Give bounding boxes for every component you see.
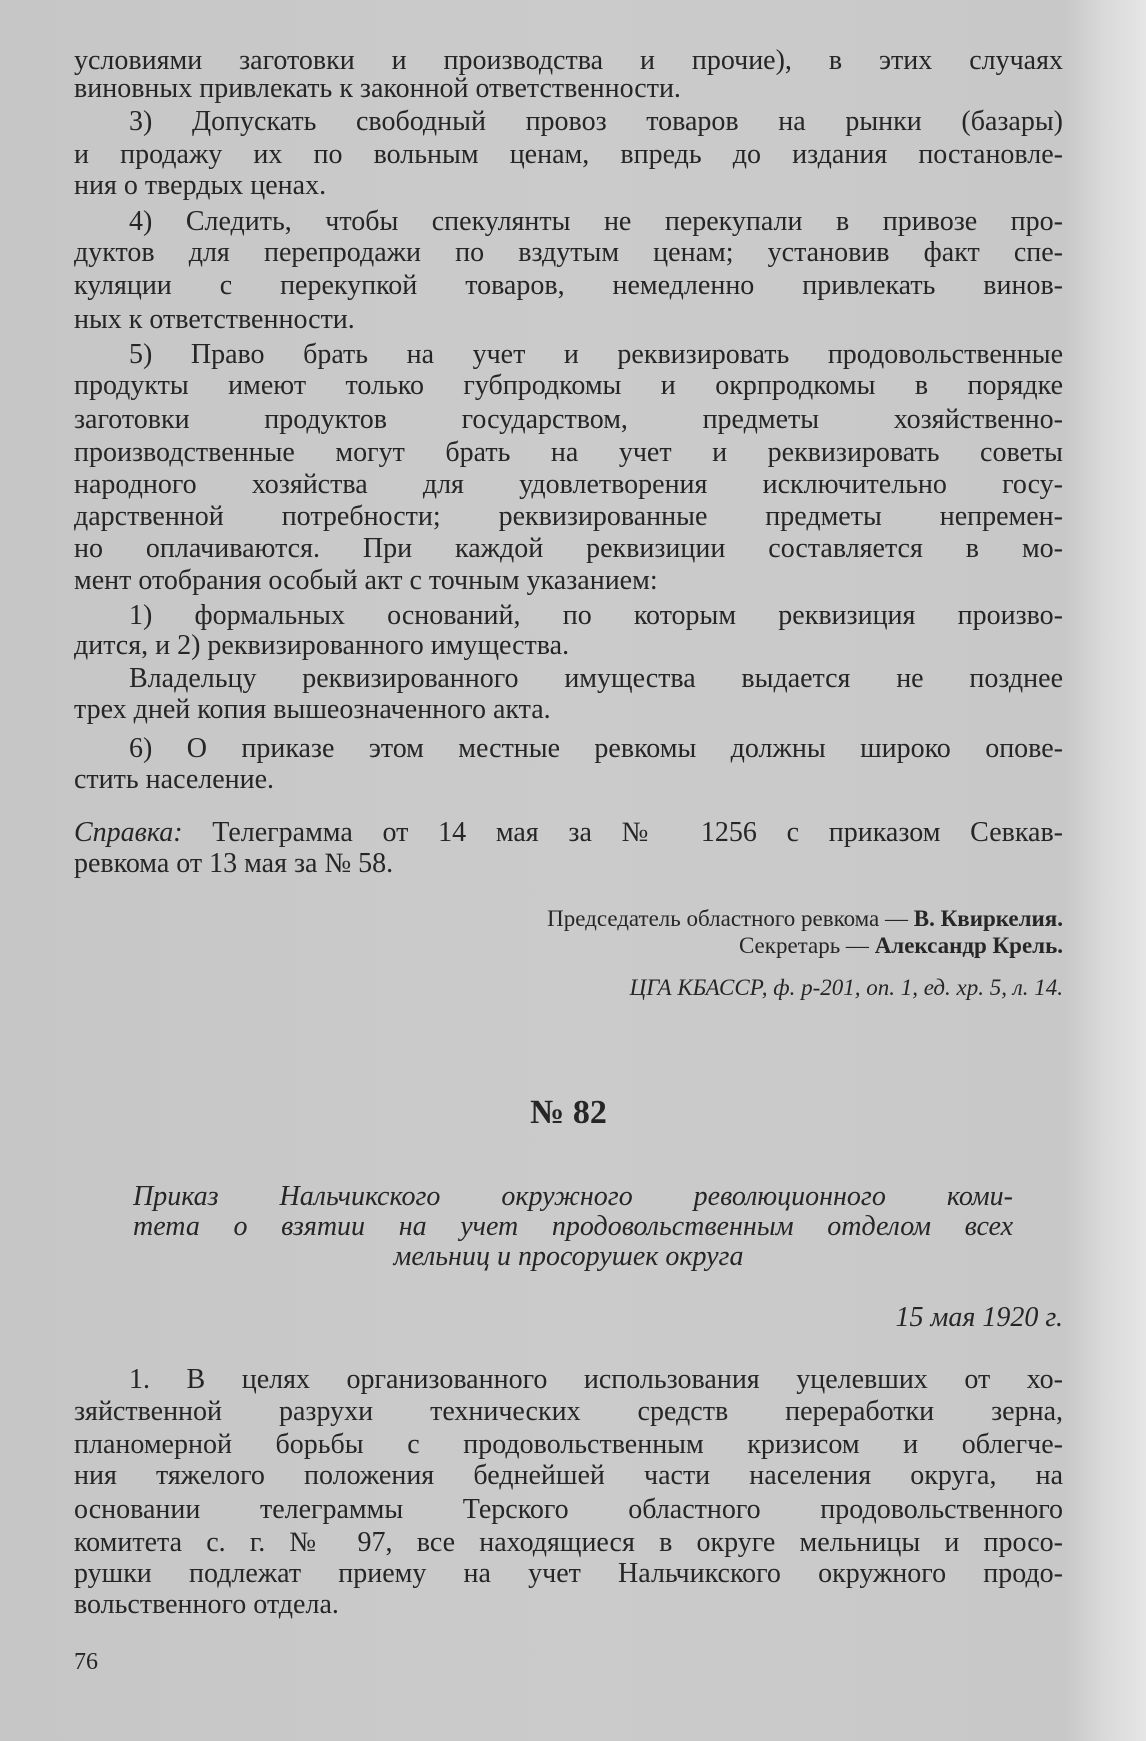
paragraph-line: ных к ответственности. — [74, 304, 355, 335]
body-line: вольственного отдела. — [74, 1589, 339, 1620]
paragraph-line: дарственной потребности; реквизированные предметы непремен- — [74, 501, 1063, 532]
paragraph-line: мент отобрания особый акт с точным указанием: — [74, 565, 658, 596]
paragraph-line: заготовки продуктов государством, предметы хозяйственно- — [74, 404, 1063, 435]
paragraph-line: продукты имеют только губпродкомы и окрпродкомы в порядке — [74, 370, 1063, 401]
body-line: рушки подлежат приему на учет Нальчикского окружного продо- — [74, 1558, 1063, 1589]
paragraph-line: Владельцу реквизированного имущества выдается не позднее — [129, 663, 1063, 694]
paragraph-line: виновных привлекать к законной ответственности. — [74, 73, 681, 104]
document-title-line: Приказ Нальчикского окружного революционного коми- — [133, 1181, 1013, 1212]
paragraph-line: производственные могут брать на учет и реквизировать советы — [74, 437, 1063, 468]
page-number: 76 — [74, 1649, 98, 1675]
body-line: ния тяжелого положения беднейшей части населения округа, на — [74, 1460, 1063, 1491]
body-line: планомерной борьбы с продовольственным кризисом и облегче- — [74, 1429, 1063, 1460]
paragraph-line: но оплачиваются. При каждой реквизиции составляется в мо- — [74, 533, 1063, 564]
paragraph-line: дится, и 2) реквизированного имущества. — [74, 630, 570, 661]
reference-line — [74, 816, 1063, 850]
document-number: № 82 — [530, 1094, 607, 1131]
paragraph-line: трех дней копия вышеозначенного акта. — [74, 694, 551, 725]
paragraph-line: 4) Следить, чтобы спекулянты не перекупали в привозе про- — [129, 206, 1063, 237]
paragraph-line: стить население. — [74, 764, 275, 795]
paragraph-line: условиями заготовки и производства и прочие), в этих случаях — [74, 45, 1063, 76]
archive-reference: ЦГА КБАССР, ф. р-201, оп. 1, ед. хр. 5, л. 14. — [629, 975, 1063, 1000]
signature-role: Секретарь — — [738, 933, 875, 958]
signature-line — [74, 929, 1063, 963]
body-line: комитета с. г. № 97, все находящиеся в округе мельницы и просо- — [74, 1527, 1063, 1558]
reference-line: ревкома от 13 мая за № 58. — [74, 848, 394, 879]
paragraph-line: 5) Право брать на учет и реквизировать продовольственные — [129, 339, 1063, 370]
document-date: 15 мая 1920 г. — [895, 1302, 1063, 1333]
paragraph-line: 1) формальных оснований, по которым реквизиция произво- — [129, 600, 1063, 631]
reference-label: Справка: — [74, 817, 183, 848]
paragraph-line: куляции с перекупкой товаров, немедленно привлекать винов- — [74, 270, 1063, 301]
body-line: 1. В целях организованного использования уцелевших от хо- — [129, 1364, 1063, 1395]
reference-text: Телеграмма от 14 мая за № 1256 с приказом Севкав- — [182, 817, 1063, 848]
paragraph-line: и продажу их по вольным ценам, впредь до издания постановле- — [74, 139, 1063, 170]
signature-name: В. Квиркелия. — [913, 906, 1063, 931]
paragraph-line: дуктов для перепродажи по вздутым ценам; установив факт спе- — [74, 237, 1063, 268]
body-line: зяйственной разрухи технических средств переработки зерна, — [74, 1396, 1063, 1427]
signature-name: Александр Крель. — [874, 933, 1063, 958]
paragraph-line: ния о твердых ценах. — [74, 170, 327, 201]
document-title-line: тета о взятии на учет продовольственным отделом всех — [133, 1211, 1013, 1242]
document-title-line: мельниц и просорушек округа — [393, 1241, 744, 1272]
body-line: основании телеграммы Терского областного продовольственного — [74, 1494, 1063, 1525]
paragraph-line: 3) Допускать свободный провоз товаров на рынки (базары) — [129, 106, 1063, 137]
paragraph-line: народного хозяйства для удовлетворения исключительно госу- — [74, 469, 1063, 500]
paragraph-line: 6) О приказе этом местные ревкомы должны широко опове- — [129, 733, 1063, 764]
signature-role: Председатель областного ревкома — — [547, 906, 914, 931]
